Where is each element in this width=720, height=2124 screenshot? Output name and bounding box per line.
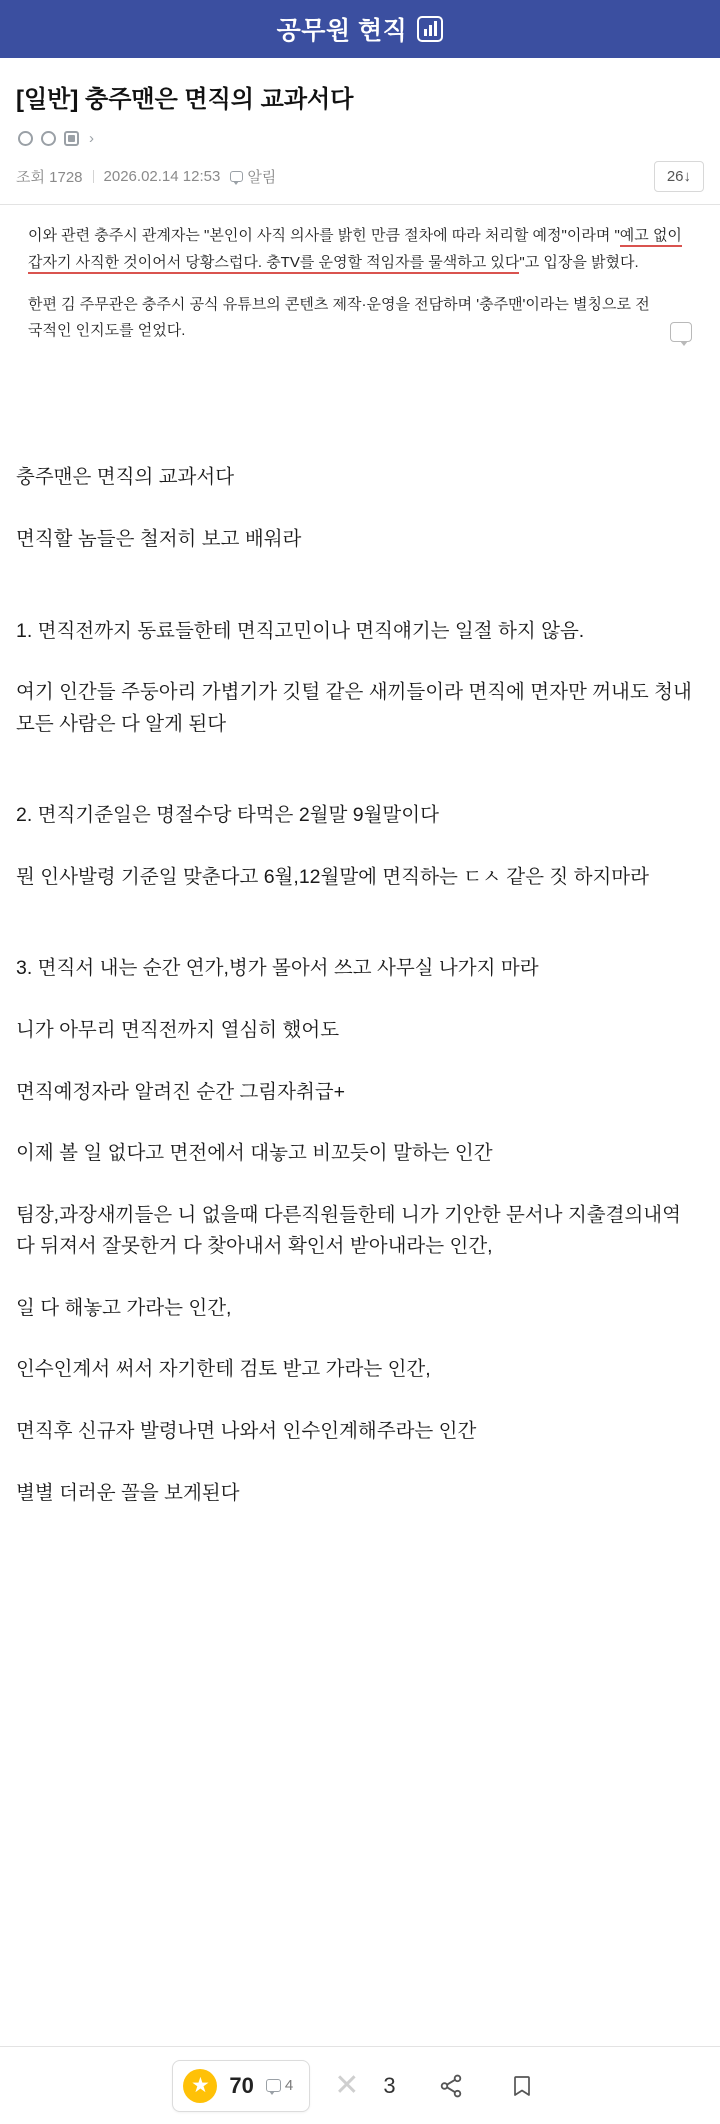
comment-icon [266, 2079, 281, 2092]
view-count: 조회 1728 [16, 169, 83, 187]
body-paragraph: 별별 더러운 꼴을 보게된다 [16, 1481, 240, 1504]
post-body [0, 366, 720, 1509]
alarm-label: 알림 [247, 169, 277, 187]
body-paragraph: 면직후 신규자 발령나면 나와서 인수인계해주라는 인간 [16, 1420, 477, 1443]
downvote-count[interactable]: 3 [383, 2072, 396, 2098]
bookmark-icon[interactable] [510, 2073, 534, 2099]
body-paragraph: 1. 면직전까지 동료들한테 면직고민이나 면직얘기는 일절 하지 않음. [16, 619, 585, 642]
body-paragraph: 2. 면직기준일은 명절수당 타먹은 2월말 9월말이다 [16, 804, 439, 827]
quote-paragraph-2: 한편 김 주무관은 충주시 공식 유튜브의 콘텐츠 제작·운영을 전담하며 '충주맨'이라는 별칭으로 전국적인 인지도를 얻었다. [28, 295, 650, 340]
quote-p1-pre: 이와 관련 충주시 관계자는 "본인이 사직 의사를 밝힌 만큼 절차에 따라 처리할 예정"이라며 " [28, 227, 620, 245]
comment-count: 4 [284, 2077, 294, 2094]
star-icon: ★ [183, 2069, 217, 2103]
body-paragraph: 여기 인간들 주둥아리 가볍기가 깃털 같은 새끼들이라 면직에 면자만 꺼내도 청내 모든 사람은 다 알게 된다 [16, 681, 692, 735]
bell-icon [230, 171, 243, 182]
post-icon-row [16, 116, 704, 157]
memo-icon[interactable] [670, 322, 692, 342]
quote-paragraph-2-wrap [28, 292, 692, 345]
body-paragraph: 니가 아무리 면직전까지 열심히 했어도 [16, 1019, 340, 1042]
body-paragraph: 면직예정자라 알려진 순간 그림자취급+ [16, 1080, 346, 1103]
body-paragraph: 이제 볼 일 없다고 면전에서 대놓고 비꼬듯이 말하는 인간 [16, 1142, 493, 1165]
post-header [0, 58, 720, 157]
body-paragraph: 3. 면직서 내는 순간 연가,병가 몰아서 쓰고 사무실 나가지 마라 [16, 957, 539, 980]
body-paragraph: 인수인계서 써서 자기한테 검토 받고 가라는 인간, [16, 1358, 431, 1381]
square-icon [64, 131, 79, 146]
post-meta [0, 157, 720, 205]
quote-p1-underlined: 예고 없이 갑자기 사직한 것이어서 당황스럽다. 충TV를 운영할 적임자를 물색하고 있다 [28, 227, 682, 273]
quote-paragraph-1 [28, 223, 692, 276]
post-date: 2026.02.14 12:53 [103, 168, 221, 186]
body-paragraph: 일 다 해놓고 가라는 인간, [16, 1296, 232, 1319]
quote-p1-post: "고 입장을 밝혔다. [519, 253, 639, 271]
scroll-count-badge[interactable]: 26↓ [654, 161, 704, 192]
body-paragraph: 면직할 놈들은 철저히 보고 배워라 [16, 527, 302, 550]
meta-divider [93, 170, 94, 183]
body-paragraph: 뭔 인사발령 기준일 맞춘다고 6월,12월말에 면직하는 ㄷㅅ 같은 짓 하지마라 [16, 865, 649, 888]
alarm-button[interactable] [230, 166, 276, 187]
body-paragraph: 충주맨은 면직의 교과서다 [16, 466, 235, 489]
close-icon[interactable]: ✕ [334, 2069, 360, 2102]
chart-bars-icon [417, 16, 443, 42]
app-header [0, 0, 720, 58]
page-title: [일반] 충주맨은 면직의 교과서다 [16, 86, 354, 113]
body-paragraph: 팀장,과장새끼들은 니 없을때 다른직원들한테 니가 기안한 문서나 지출결의내역 다 뒤져서 잘못한거 다 찾아내서 확인서 받아내라는 인간, [16, 1203, 681, 1258]
quoted-article [0, 205, 720, 366]
circle-icon [18, 131, 33, 146]
chevron-right-icon[interactable]: › [89, 130, 94, 148]
upvote-button[interactable] [172, 2060, 310, 2112]
share-icon[interactable] [438, 2073, 464, 2099]
circle-icon [41, 131, 56, 146]
bottom-action-bar [0, 2046, 720, 2124]
comment-count-group[interactable] [266, 2077, 293, 2094]
vote-count: 70 [229, 2072, 254, 2098]
app-title: 공무원 현직 [276, 17, 408, 45]
